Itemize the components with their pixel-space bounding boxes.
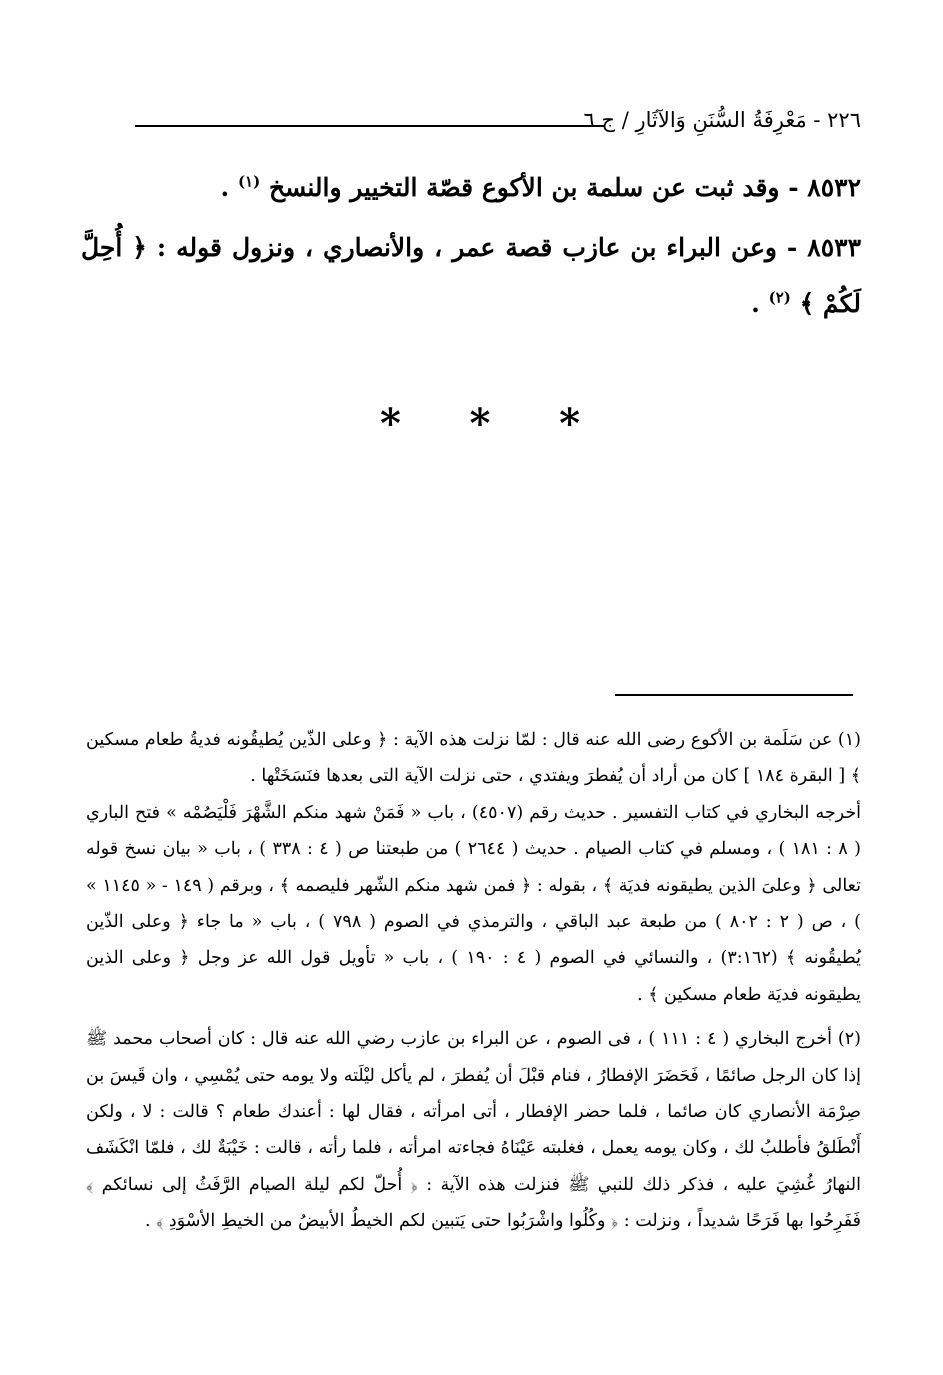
hadith-8532: ٨٥٣٢ - وقد ثبت عن سلمة بن الأكوع قصّة التخيير والنسخ $^{(١)}$ . bbox=[220, 172, 861, 202]
hadith-8533: ٨٥٣٣ - وعن البراء بن عازب قصة عمر ، والأنصاري ، ونزول قوله : ﴿ أُحِلَّ لَكُمْ ﴾ $^{(٢)}$ . bbox=[81, 233, 861, 318]
header-rule bbox=[135, 125, 605, 127]
footnote-2 bbox=[86, 1021, 861, 1239]
running-header: ٢٢٦ - مَعْرِفَةُ السُّنَنِ وَالآثَارِ / ج ٦ bbox=[583, 108, 861, 132]
asterisk: * bbox=[469, 400, 491, 447]
footnote-paragraph: أخرجه البخاري في كتاب التفسير . حديث رقم (٤٥٠٧) ، باب « فَمَنْ شهد منكم الشَّهْرَ فَلْيَصُمْه » فتح الباري ( ٨ : ١٨١ ) ، ومسلم في كتاب الصيام . حديث ( ٢٦٤٤ ) من طبعتنا ص ( ٤ : ٣٣٨ ) ، باب « بيان نسخ قوله تعالى ﴿ وعلىَ الذين يطيقونه فديَة ﴾ ، بقوله : ﴿ فمن شهد منكم الشّهر فليصمه ﴾ ، وبرقم ( ١٤٩ - « ١١٤٥ » ) ، ص ( ٢ : ٨٠٢ ) من طبعة عبد الباقي ، والترمذي في الصوم ( ٧٩٨ ) ، باب « ما جاء ﴿ وعلى الذّين يُطيقُونه ﴾ (٣:١٦٢) ، والنسائي في الصوم ( ٤ : ١٩٠ ) ، باب « تأويل قول الله عز وجل ﴿ وعلى الذين يطيقونه فديَة طعام مسكين ﴾ . bbox=[86, 802, 861, 1005]
asterisk: * bbox=[559, 400, 580, 447]
footnote-paragraph: (١) عن سَلَمة بن الأكوع رضى الله عنه قال : لمّا نزلت هذه الآية : ﴿ وعلى الذّين يُطيقُونه فديةُ طعام مسكين ﴾ [ البقرة ١٨٤ ] كان من أراد أن يُفطرَ ويفتدي ، حتى نزلت الآية التى بعدها فنَسَخَتْها . bbox=[86, 730, 861, 787]
section-separator bbox=[380, 400, 580, 447]
asterisk: * bbox=[380, 400, 401, 447]
page-header bbox=[101, 108, 861, 142]
footnote-ref-2: (٢) bbox=[768, 288, 791, 307]
main-text bbox=[81, 160, 861, 332]
footnote-ref-1: (١) bbox=[237, 172, 261, 191]
footnote-rule bbox=[615, 694, 853, 696]
footnote-1 bbox=[86, 722, 861, 1013]
footnotes bbox=[86, 722, 861, 1248]
footnote-paragraph: (٢) أخرج البخاري ( ٤ : ١١١ ) ، فى الصوم ، عن البراء بن عازب رضي الله عنه قال : كان أصحاب محمد ﷺ إذا كان الرجل صائمًا ، فَحَضَرَ الإفطارُ ، فنام قبْلَ أن يُفطرَ ، لم يأكل ليْلَته ولا يومه حتى يُمْسِي ، وان قَيسَ بن صِرْمَة الأنصاري كان صائما ، فلما حضر الإفطار ، أتى امرأته ، فقال لها : أعندك طعام ؟ قالت : لا ، ولكن أَنْطَلقُ فأطلبُ لك ، وكان يومه يعمل ، فغلبته عَيْنَاهُ فجاءته امرأته ، فلما رأته ، قالت : خَيْبَةٌ لك ، فلمّا انْكَشَف النهارُ غُشِيَ عليه ، فذكر ذلك للنبي ﷺ فنزلت هذه الآية : ﴿ أُحلّ لكم ليلة الصيام الرَّفَثُ إلى نسائكم ﴾ فَفَرِحُوا بها فَرَحًا شديداً ، ونزلت : ﴿ وكُلُوا واشْرَبُوا حتى يَتبين لكم الخيطُ الأبيضُ من الخيطِ الأسْوَدِ ﴾ . bbox=[86, 1029, 861, 1232]
